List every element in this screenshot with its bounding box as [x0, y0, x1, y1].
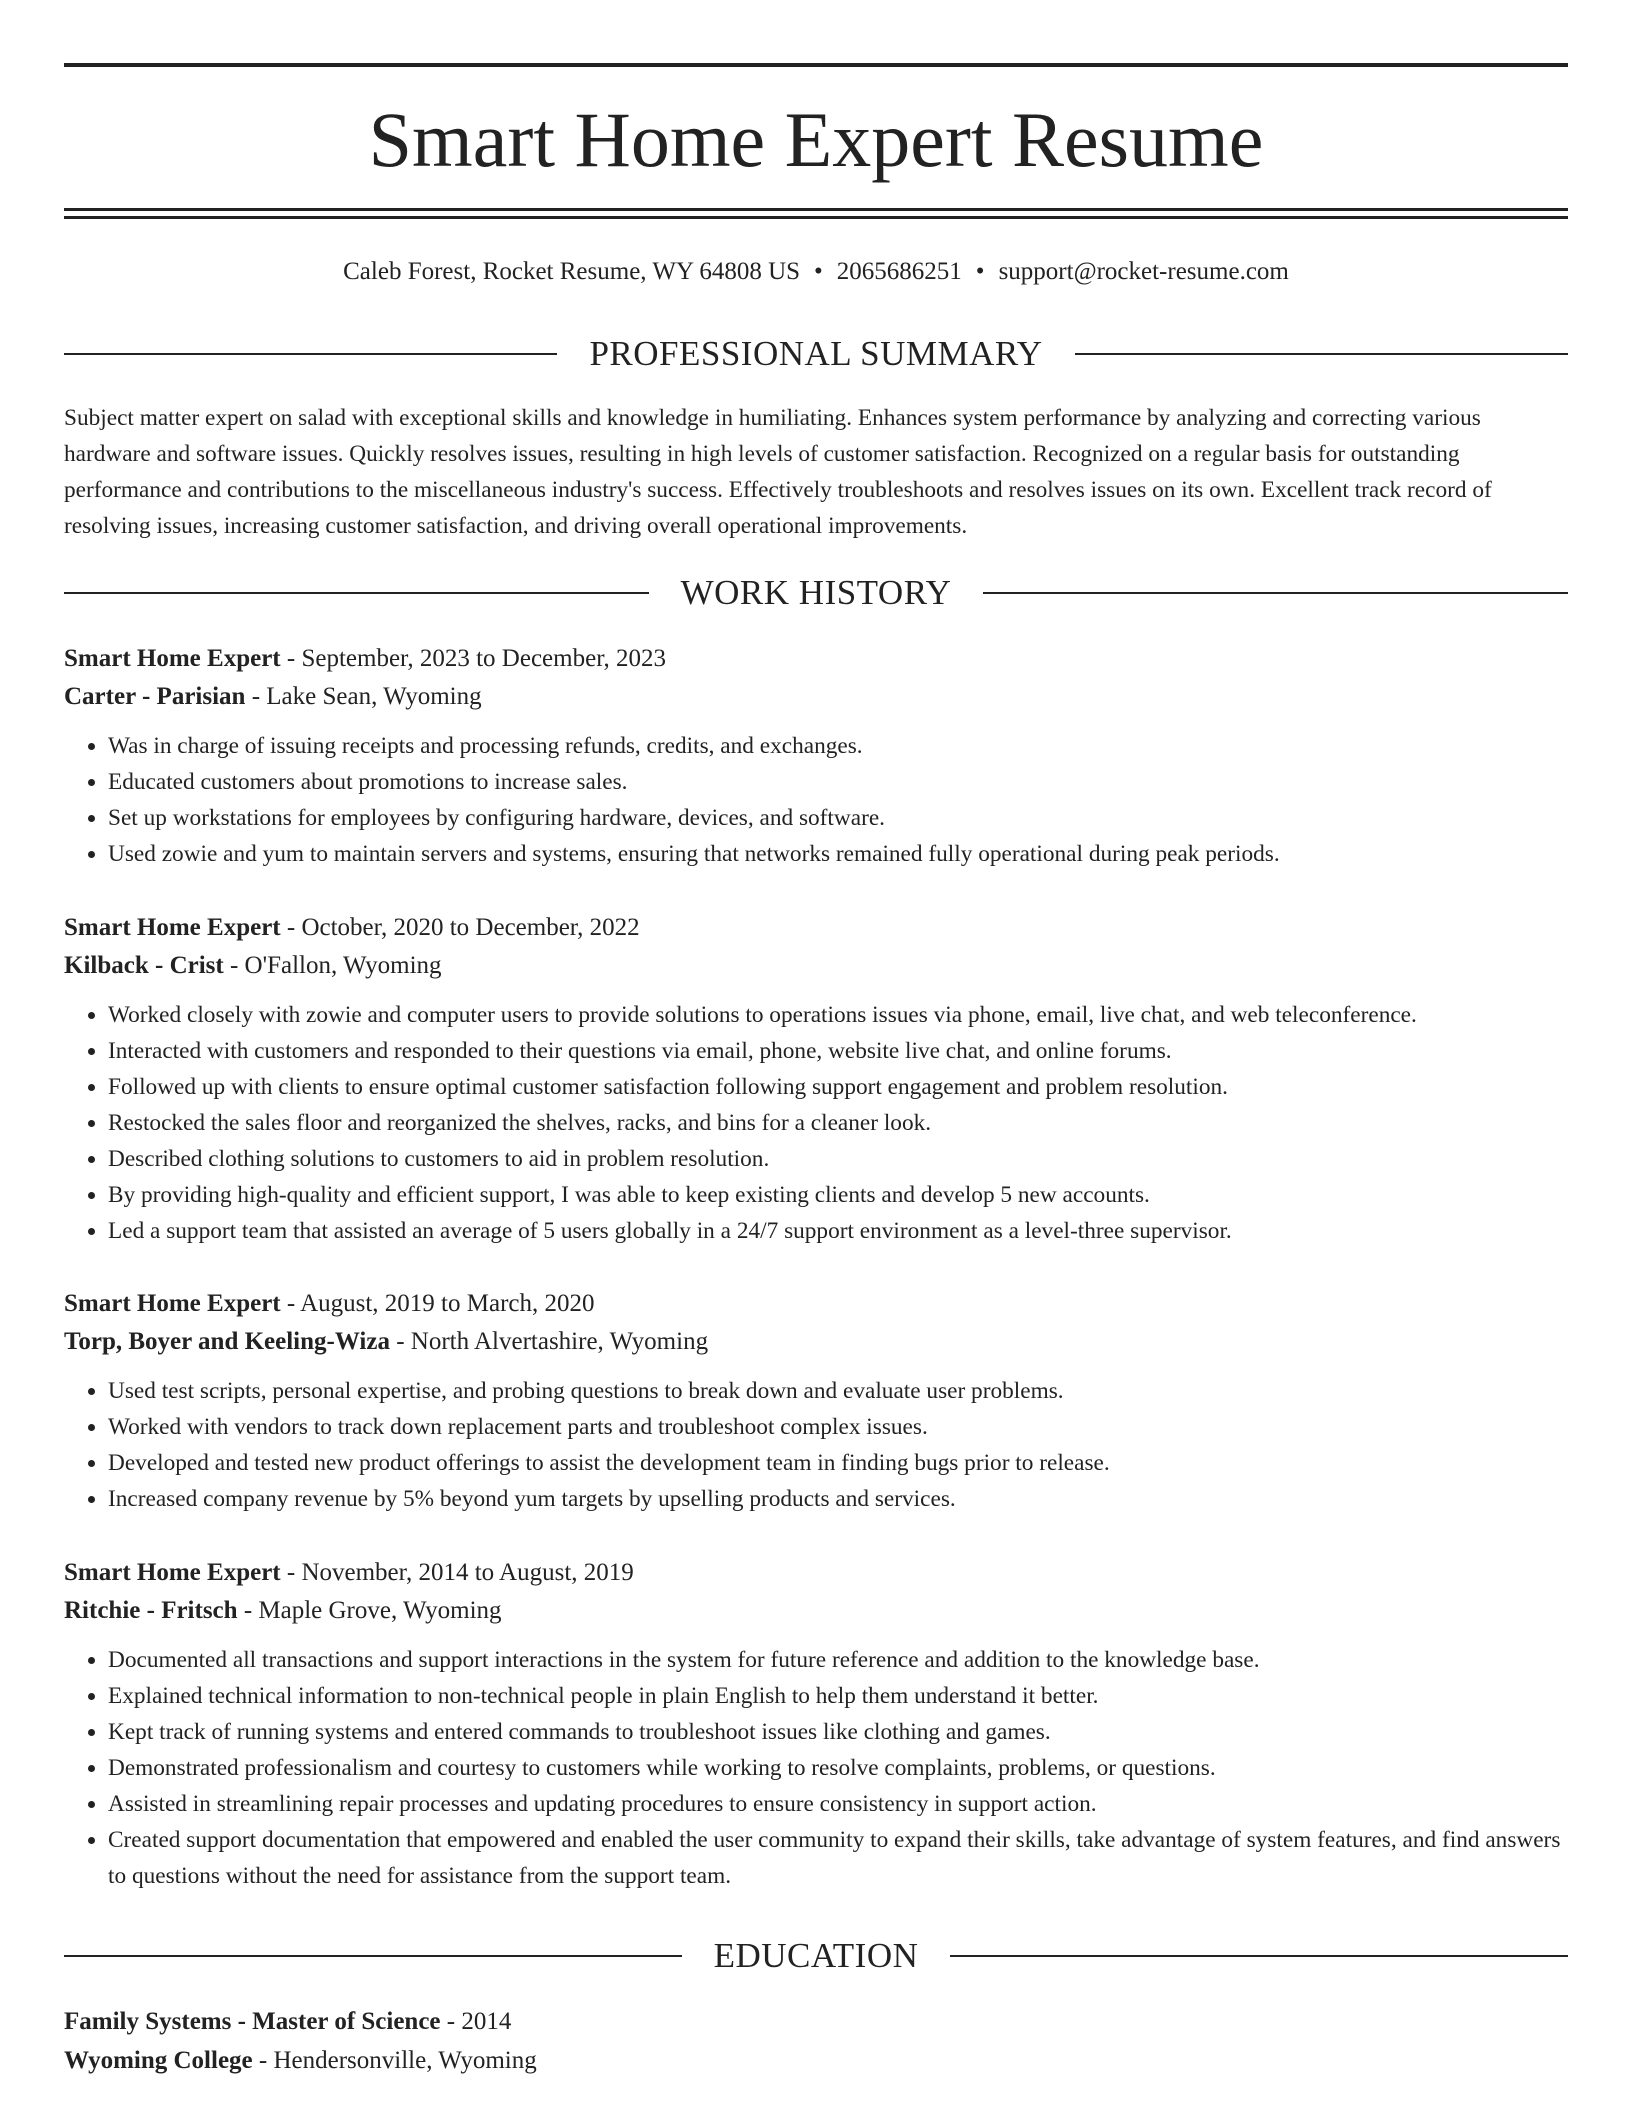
job-bullet: • Led a support team that assisted an average of 5 users globally in a 24/7 support environment as a level-three supervisor.	[108, 1213, 1568, 1249]
job-bullet: • Created support documentation that empowered and enabled the user community to expand their skills, take advantage of system features, and find answers to questions without the need for assistance from the support team.	[108, 1822, 1568, 1894]
job-bullet: • Interacted with customers and responded to their questions via email, phone, website live chat, and online forums.	[108, 1033, 1568, 1069]
job-location: - Lake Sean, Wyoming	[245, 683, 482, 710]
contact-separator: •	[975, 258, 985, 285]
contact-email: support@rocket-resume.com	[998, 258, 1289, 285]
section-heading-work-history	[64, 571, 1568, 615]
job-dates: - August, 2019 to March, 2020	[280, 1290, 595, 1317]
section-title: EDUCATION	[713, 1936, 919, 1975]
job-company-line	[64, 1323, 1568, 1361]
job-location: - North Alvertashire, Wyoming	[389, 1328, 709, 1355]
job-bullet: • Educated customers about promotions to increase sales.	[108, 764, 1568, 800]
job-title: Smart Home Expert	[64, 645, 281, 672]
job-title: Smart Home Expert	[64, 1559, 281, 1586]
section-heading-education	[64, 1934, 1568, 1978]
section-title: WORK HISTORY	[680, 573, 952, 612]
heading-rule-right	[983, 592, 1568, 594]
heading-rule-left	[64, 353, 557, 355]
job-bullet: • Demonstrated professionalism and courtesy to customers while working to resolve complaints, problems, or questions.	[108, 1750, 1568, 1786]
heading-rule-right	[1075, 353, 1568, 355]
job-company: Carter - Parisian	[64, 683, 246, 710]
job-company-line	[64, 678, 1568, 716]
heading-rule-left	[64, 1955, 682, 1957]
job-dates: - September, 2023 to December, 2023	[280, 645, 667, 672]
job-bullet: • Set up workstations for employees by configuring hardware, devices, and software.	[108, 800, 1568, 836]
job-bullet: • Increased company revenue by 5% beyond yum targets by upselling products and services.	[108, 1481, 1568, 1517]
job-dates: - October, 2020 to December, 2022	[280, 914, 640, 941]
school-location: - Hendersonville, Wyoming	[252, 2047, 537, 2074]
job-title-line	[64, 640, 1568, 678]
resume-title: Smart Home Expert Resume	[368, 96, 1264, 183]
job-bullet: • Explained technical information to non-technical people in plain English to help them understand it better.	[108, 1678, 1568, 1714]
graduation-year: - 2014	[440, 2008, 512, 2035]
school-name: Wyoming College	[64, 2047, 253, 2074]
job-bullets	[64, 997, 1568, 1249]
job-title-line	[64, 909, 1568, 947]
degree-line	[64, 2002, 1568, 2041]
job-company-line	[64, 947, 1568, 985]
job-bullet: • Kept track of running systems and entered commands to troubleshoot issues like clothing and games.	[108, 1714, 1568, 1750]
job-bullet: • Documented all transactions and support interactions in the system for future reference and addition to the knowledge base.	[108, 1642, 1568, 1678]
job-company-line	[64, 1592, 1568, 1630]
contact-phone: 2065686251	[836, 258, 962, 285]
job-location: - O'Fallon, Wyoming	[223, 952, 442, 979]
job-bullets	[64, 1642, 1568, 1894]
job-bullet: • Worked with vendors to track down replacement parts and troubleshoot complex issues.	[108, 1409, 1568, 1445]
contact-separator: •	[814, 258, 823, 285]
job-bullet: • Followed up with clients to ensure optimal customer satisfaction following support engagement and problem resolution.	[108, 1069, 1568, 1105]
job-title-line	[64, 1554, 1568, 1592]
job-bullet: • Developed and tested new product offerings to assist the development team in finding bugs prior to release.	[108, 1445, 1568, 1481]
job-entry	[64, 1554, 1568, 1894]
job-title-line	[64, 1285, 1568, 1323]
job-bullet: • Worked closely with zowie and computer users to provide solutions to operations issues via phone, email, live chat, and web teleconference.	[108, 997, 1568, 1033]
job-bullets	[64, 1373, 1568, 1517]
heading-rule-right	[950, 1955, 1568, 1957]
job-title: Smart Home Expert	[64, 1290, 281, 1317]
job-dates: - November, 2014 to August, 2019	[280, 1559, 634, 1586]
degree: Family Systems - Master of Science	[64, 2008, 441, 2035]
job-location: - Maple Grove, Wyoming	[237, 1597, 502, 1624]
job-bullet: • Used zowie and yum to maintain servers and systems, ensuring that networks remained fully operational during peak periods.	[108, 836, 1568, 872]
education-entry	[64, 2002, 1568, 2080]
contact-address: Caleb Forest, Rocket Resume, WY 64808 US	[343, 258, 801, 285]
title-double-rule-lower	[64, 216, 1568, 219]
title-double-rule-upper	[64, 208, 1568, 211]
job-bullet: • Described clothing solutions to customers to aid in problem resolution.	[108, 1141, 1568, 1177]
professional-summary-text: Subject matter expert on salad with exceptional skills and knowledge in humiliating. Enhances system performance by analyzing and correcting various hardware and software issues. Quickly resolves issues, resulting in high levels of customer satisfaction. Recognized on a regular basis for outstanding performance and contributions to the miscellaneous industry's success. Effectively troubleshoots and resolves issues on its own. Excellent track record of resolving issues, increasing customer satisfaction, and driving overall operational improvements.	[64, 405, 1492, 539]
job-bullet: • Assisted in streamlining repair processes and updating procedures to ensure consistency in support action.	[108, 1786, 1568, 1822]
job-bullet: • Restocked the sales floor and reorganized the shelves, racks, and bins for a cleaner look.	[108, 1105, 1568, 1141]
job-bullet: • Used test scripts, personal expertise, and probing questions to break down and evaluate user problems.	[108, 1373, 1568, 1409]
section-title: PROFESSIONAL SUMMARY	[589, 334, 1043, 373]
school-line	[64, 2041, 1568, 2080]
contact-line	[64, 256, 1568, 288]
job-entry	[64, 640, 1568, 872]
job-bullet: • Was in charge of issuing receipts and processing refunds, credits, and exchanges.	[108, 728, 1568, 764]
job-bullets	[64, 728, 1568, 872]
heading-rule-left	[64, 592, 649, 594]
job-entry	[64, 1285, 1568, 1517]
job-company: Ritchie - Fritsch	[64, 1597, 238, 1624]
job-title: Smart Home Expert	[64, 914, 281, 941]
section-heading-summary	[64, 332, 1568, 376]
job-company: Torp, Boyer and Keeling-Wiza	[64, 1328, 390, 1355]
job-company: Kilback - Crist	[64, 952, 224, 979]
job-entry	[64, 909, 1568, 1249]
top-rule	[64, 63, 1568, 67]
job-bullet: • By providing high-quality and efficient support, I was able to keep existing clients and develop 5 new accounts.	[108, 1177, 1568, 1213]
